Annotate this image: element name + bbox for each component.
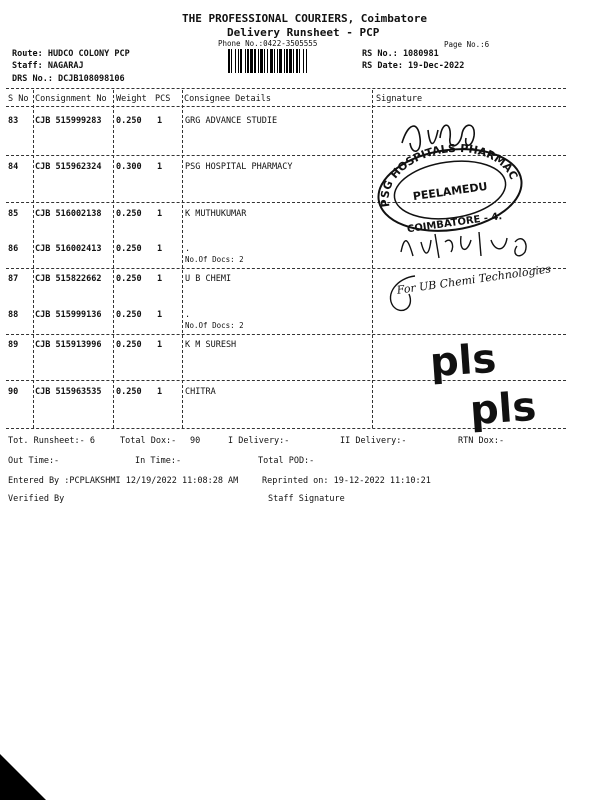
first-delivery: I Delivery:-: [228, 436, 290, 446]
company-stamp: For UB Chemi Technologies: [396, 262, 552, 297]
verified-by: Verified By: [8, 494, 65, 504]
row-sno: 86: [8, 244, 19, 254]
page-number: Page No.:6: [444, 40, 490, 49]
column-separator: [33, 90, 34, 428]
total-dox-value: 90: [190, 436, 201, 446]
handwritten-signature: [395, 212, 555, 272]
row-pcs: 1: [157, 116, 163, 126]
stamp-ring-text: PSG HOSPITALS PHARMACY: [378, 141, 521, 209]
in-time: In Time:-: [135, 456, 182, 466]
drs-number: DRS No.: DCJB108098106: [12, 74, 125, 84]
divider: [6, 334, 566, 335]
column-separator: [113, 90, 114, 428]
out-time: Out Time:-: [8, 456, 60, 466]
col-header-signature: Signature: [376, 94, 423, 104]
row-sno: 87: [8, 274, 19, 284]
divider: [6, 106, 566, 107]
col-header-consignee: Consignee Details: [184, 94, 271, 104]
handwritten-note: pls: [428, 335, 498, 387]
row-consignment: CJB 515822662: [35, 274, 102, 284]
row-doc-count: No.Of Docs: 2: [185, 321, 244, 330]
row-doc-count: No.Of Docs: 2: [185, 255, 244, 264]
total-dox-label: Total Dox:-: [120, 436, 177, 446]
row-pcs: 1: [157, 209, 163, 219]
row-weight: 0.250: [116, 209, 142, 219]
barcode: [228, 49, 352, 73]
stamp-bottom-text: COIMBATORE - 4.: [406, 211, 503, 236]
svg-text:PSG HOSPITALS PHARMACY: [370, 140, 522, 210]
row-sno: 85: [8, 209, 19, 219]
row-pcs: 1: [157, 340, 163, 350]
row-pcs: 1: [157, 387, 163, 397]
rs-date: RS Date: 19-Dec-2022: [362, 61, 465, 71]
second-delivery: II Delivery:-: [340, 436, 407, 446]
row-consignment: CJB 515999283: [35, 116, 102, 126]
row-weight: 0.250: [116, 340, 142, 350]
total-runsheet: Tot. Runsheet:- 6: [8, 436, 95, 446]
col-header-consignment: Consignment No: [35, 94, 107, 104]
row-pcs: 1: [157, 244, 163, 254]
row-consignment: CJB 515962324: [35, 162, 102, 172]
row-weight: 0.250: [116, 274, 142, 284]
row-sno: 90: [8, 387, 19, 397]
row-consignment: CJB 515963535: [35, 387, 102, 397]
row-consignee: .: [185, 310, 191, 320]
row-sno: 89: [8, 340, 19, 350]
total-pod: Total POD:-: [258, 456, 315, 466]
row-weight: 0.250: [116, 310, 142, 320]
row-pcs: 1: [157, 274, 163, 284]
staff-signature-label: Staff Signature: [268, 494, 345, 504]
row-consignment: CJB 516002413: [35, 244, 102, 254]
entered-by: Entered By :PCPLAKSHMI 12/19/2022 11:08:28 AM: [8, 476, 239, 486]
reprinted-on: Reprinted on: 19-12-2022 11:10:21: [262, 476, 431, 486]
rtn-dox: RTN Dox:-: [458, 436, 505, 446]
row-weight: 0.250: [116, 244, 142, 254]
row-pcs: 1: [157, 162, 163, 172]
row-consignment: CJB 516002138: [35, 209, 102, 219]
row-consignment: CJB 515999136: [35, 310, 102, 320]
row-sno: 84: [8, 162, 19, 172]
row-consignee: K MUTHUKUMAR: [185, 209, 247, 219]
company-name: THE PROFESSIONAL COURIERS, Coimbatore: [182, 12, 428, 25]
row-weight: 0.300: [116, 162, 142, 172]
row-pcs: 1: [157, 310, 163, 320]
runsheet-title: Delivery Runsheet - PCP: [227, 26, 380, 39]
row-weight: 0.250: [116, 116, 142, 126]
rs-number: RS No.: 1080981: [362, 49, 439, 59]
scan-shadow: [0, 754, 46, 800]
row-consignee: PSG HOSPITAL PHARMACY: [185, 162, 293, 172]
row-consignee: GRG ADVANCE STUDIE: [185, 116, 278, 126]
row-weight: 0.250: [116, 387, 142, 397]
row-consignee: .: [185, 244, 191, 254]
row-consignee: K M SURESH: [185, 340, 237, 350]
stamp-center-text: PEELAMEDU: [412, 179, 489, 204]
row-sno: 88: [8, 310, 19, 320]
phone-number: Phone No.:0422-3505555: [218, 39, 318, 48]
column-separator: [182, 90, 183, 428]
col-header-pcs: PCS: [155, 94, 171, 104]
handwritten-note: pls: [468, 383, 538, 435]
row-sno: 83: [8, 116, 19, 126]
col-header-weight: Weight: [116, 94, 147, 104]
col-header-sno: S No: [8, 94, 29, 104]
route-label: Route: HUDCO COLONY PCP: [12, 49, 130, 59]
row-consignment: CJB 515913996: [35, 340, 102, 350]
row-consignee: U B CHEMI: [185, 274, 232, 284]
row-consignee: CHITRA: [185, 387, 216, 397]
divider: [6, 88, 566, 89]
staff-label: Staff: NAGARAJ: [12, 61, 84, 71]
